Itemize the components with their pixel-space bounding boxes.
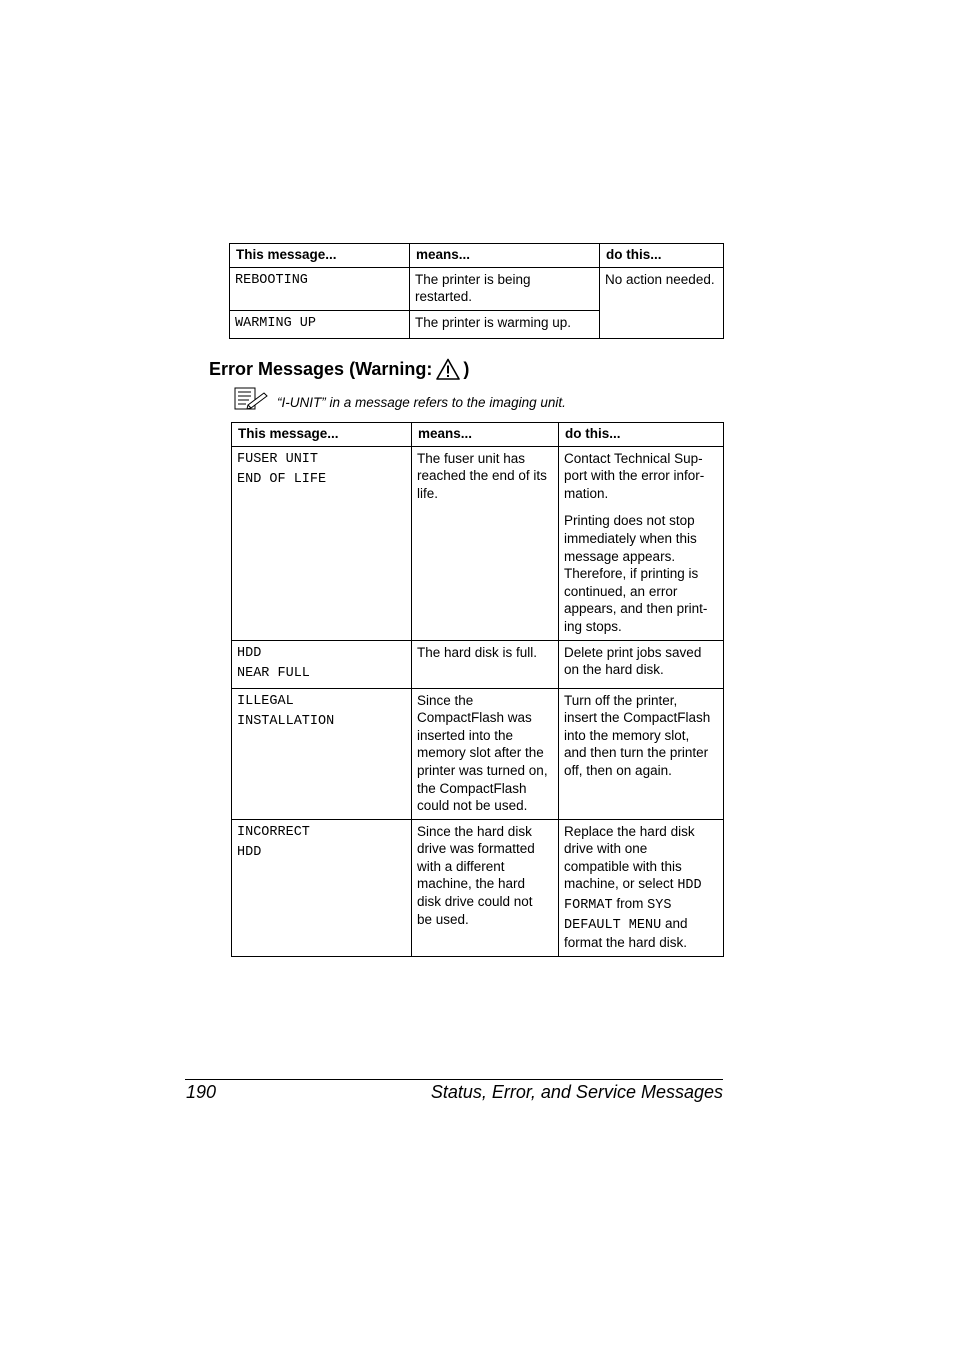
note-text: “I-UNIT” in a message refers to the imaging unit.: [277, 395, 566, 410]
message-action: [559, 446, 724, 640]
footer-chapter-title: Status, Error, and Service Messages: [430, 1082, 723, 1102]
message-code: INCORRECT HDD: [232, 819, 412, 956]
message-meaning: Since the hard disk drive was formatted with a different machine, the hard disk drive could not be used.: [412, 819, 559, 956]
column-header-do: do this...: [559, 423, 724, 447]
section-heading-text: Error Messages (Warning:: [209, 358, 433, 379]
message-meaning: The printer is warming up.: [410, 310, 600, 338]
table-header-row: [232, 423, 724, 447]
message-meaning: The printer is being restarted.: [410, 267, 600, 310]
column-header-means: means...: [412, 423, 559, 447]
message-action: [559, 819, 724, 956]
message-code: WARMING UP: [230, 310, 410, 338]
message-code: REBOOTING: [230, 267, 410, 310]
message-action: Delete print jobs saved on the hard disk.: [559, 640, 724, 688]
action-paragraph: Printing does not stop immediately when this message appears. Therefore, if printing is continued, an error appears, and then print- ing stops.: [564, 513, 708, 634]
message-code: ILLEGAL INSTALLATION: [232, 688, 412, 819]
menu-item-code: FORMAT: [564, 898, 613, 914]
column-header-message: This message...: [230, 244, 410, 268]
column-header-means: means...: [410, 244, 600, 268]
table-row: [232, 688, 724, 819]
message-meaning: Since the CompactFlash was inserted into the memory slot after the printer was turned on, the CompactFlash could not be used.: [412, 688, 559, 819]
action-text: and format the hard disk.: [564, 915, 688, 951]
message-code: HDD NEAR FULL: [232, 640, 412, 688]
action-paragraph: Contact Technical Sup- port with the error infor- mation.: [564, 450, 705, 501]
status-messages-table: [229, 243, 724, 339]
footer-rule: [185, 1079, 723, 1080]
column-header-message: This message...: [232, 423, 412, 447]
message-action: No action needed.: [600, 267, 724, 338]
message-meaning: The hard disk is full.: [412, 640, 559, 688]
message-action: Turn off the printer, insert the CompactFlash into the memory slot, and then turn the printer off, then on again.: [559, 688, 724, 819]
note-pencil-icon: [234, 387, 268, 411]
warning-messages-table: [231, 422, 724, 957]
page-number: 190: [186, 1082, 217, 1102]
message-code: FUSER UNIT END OF LIFE: [232, 446, 412, 640]
table-header-row: [230, 244, 724, 268]
column-header-do: do this...: [600, 244, 724, 268]
message-meaning: The fuser unit has reached the end of its life.: [412, 446, 559, 640]
menu-name-code: DEFAULT MENU: [564, 917, 662, 933]
warning-triangle-icon: [436, 358, 460, 380]
table-row: [232, 446, 724, 640]
table-row: [230, 267, 724, 310]
action-text: from: [612, 896, 648, 912]
section-heading: [209, 355, 469, 383]
table-row: [232, 819, 724, 956]
section-heading-suffix: ): [463, 358, 470, 379]
menu-item-code: HDD: [677, 878, 702, 894]
action-text: Replace the hard disk drive with one compatible with this machine, or select: [564, 823, 695, 892]
menu-name-code: SYS: [647, 898, 672, 914]
table-row: [232, 640, 724, 688]
